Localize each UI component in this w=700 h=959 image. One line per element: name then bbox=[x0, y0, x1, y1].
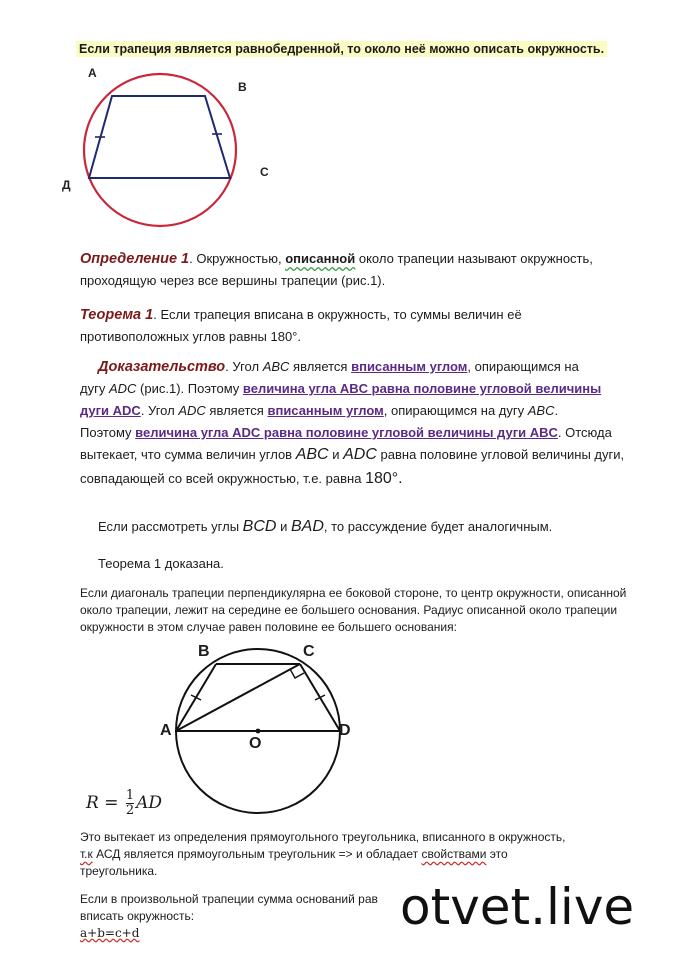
proof-text: , опирающимся на bbox=[467, 359, 579, 374]
theorem-line2: противоположных углов равны 180°. bbox=[80, 329, 301, 344]
analog-text: , то рассуждение будет аналогичным. bbox=[323, 519, 553, 534]
link-angle-adc-half[interactable]: величина угла ADC равна половине угловой величины дуги ABC bbox=[135, 425, 558, 440]
definition-post: около трапеции называют окружность, bbox=[358, 251, 593, 266]
figure1-label-c: С bbox=[260, 165, 269, 179]
proof-line1 bbox=[80, 356, 680, 378]
figure1-label-a: А bbox=[88, 66, 97, 80]
proof-math: ABC bbox=[527, 403, 555, 418]
proof-text: дугу bbox=[80, 381, 106, 396]
proof-text: является bbox=[293, 359, 348, 374]
figure1-label-d: Д bbox=[62, 178, 71, 192]
link-inscribed-angle-1[interactable]: вписанным углом bbox=[351, 359, 468, 374]
proof-line3 bbox=[80, 400, 680, 422]
paragraph-line: вписать окружность: bbox=[80, 909, 195, 923]
proof-text: совпадающей со всей окружностью, т.е. равна bbox=[80, 471, 362, 486]
definition-bold-word: описанной bbox=[285, 251, 356, 266]
paragraph-line bbox=[80, 846, 695, 863]
radius-formula bbox=[86, 789, 162, 818]
analog-text: Если рассмотреть углы bbox=[98, 519, 240, 534]
paragraph-line: Если диагональ трапеции перпендикулярна ее боковой стороне, то центр окружности, описанной bbox=[80, 586, 627, 600]
figure1-label-b: В bbox=[238, 80, 247, 94]
figure2-label-c: C bbox=[303, 643, 315, 660]
analog-text: и bbox=[280, 519, 288, 534]
paragraph-misspelled: свойствами bbox=[421, 847, 487, 861]
proof-text: вытекает, что сумма величин углов bbox=[80, 447, 293, 462]
definition-title: Определение 1 bbox=[80, 251, 190, 267]
proof-line2 bbox=[80, 378, 680, 400]
formula-rhs: AD bbox=[136, 793, 163, 813]
link-angle-abc-half[interactable]: величина угла ABC равна половине угловой величины bbox=[242, 381, 602, 396]
figure2-label-d: D bbox=[339, 722, 351, 739]
proof-line5 bbox=[80, 444, 680, 466]
proof-block bbox=[80, 356, 680, 490]
analog-line bbox=[98, 516, 688, 537]
proof-line4 bbox=[80, 422, 680, 444]
figure2-diagram bbox=[150, 638, 370, 818]
figure2-right-angle-mark bbox=[290, 669, 304, 678]
paragraph-equation: a+b=c+d bbox=[80, 926, 140, 940]
proof-math: ABC bbox=[262, 359, 290, 374]
proof-text: . Угол bbox=[140, 403, 175, 418]
proof-text: равна половине угловой величины дуги, bbox=[380, 447, 625, 462]
figure2-center-dot bbox=[256, 729, 261, 734]
paragraph-line: около трапеции, лежит на середине ее большего основания. Радиус описанной около трапеции bbox=[80, 603, 618, 617]
figure2-label-o: O bbox=[249, 735, 262, 752]
theorem-proved: Теорема 1 доказана. bbox=[98, 556, 224, 571]
definition-pre: . Окружностью, bbox=[189, 251, 282, 266]
paragraph-line: треугольника. bbox=[80, 864, 158, 878]
figure1-trapezoid bbox=[89, 96, 230, 178]
proof-text: Поэтому bbox=[80, 425, 132, 440]
statement-header bbox=[76, 40, 607, 58]
proof-degree: 180°. bbox=[365, 470, 403, 487]
figure2-label-b: B bbox=[198, 643, 210, 660]
proof-text: . Угол bbox=[225, 359, 260, 374]
paragraph-text: это bbox=[489, 847, 508, 861]
proof-text: , опирающимся на дугу bbox=[383, 403, 525, 418]
theorem-line1 bbox=[80, 304, 680, 326]
link-inscribed-angle-2[interactable]: вписанным углом bbox=[267, 403, 384, 418]
paragraph-text: АСД является прямоугольным треугольник => и обладает bbox=[96, 847, 419, 861]
definition-line2: проходящую через все вершины трапеции (рис.1). bbox=[80, 273, 386, 288]
analog-math: BAD bbox=[290, 518, 324, 535]
paragraph-explanation bbox=[80, 829, 695, 880]
formula-fraction bbox=[126, 789, 134, 818]
analog-math: BCD bbox=[242, 518, 277, 535]
proof-math: ADC bbox=[343, 446, 377, 463]
proof-text: и bbox=[332, 447, 340, 462]
proof-text: является bbox=[209, 403, 264, 418]
theorem-block bbox=[80, 304, 680, 347]
proof-math: ADC bbox=[178, 403, 206, 418]
formula-numerator: 1 bbox=[125, 788, 135, 803]
paragraph-line: Если в произвольной трапеции сумма оснований рав bbox=[80, 892, 378, 906]
figure2-label-a: A bbox=[160, 722, 172, 739]
paragraph-line: Это вытекает из определения прямоугольного треугольника, вписанного в окружность, bbox=[80, 830, 566, 844]
paragraph-misspelled: т.к bbox=[80, 847, 93, 861]
link-arc-adc[interactable]: дуги ADC bbox=[80, 403, 141, 418]
definition-line1 bbox=[80, 248, 680, 270]
definition-block bbox=[80, 248, 680, 291]
statement-text: Если трапеция является равнобедренной, то около неё можно описать окружность. bbox=[76, 41, 607, 57]
figure1-diagram bbox=[70, 70, 250, 235]
proof-text: . bbox=[554, 403, 559, 418]
proof-line6 bbox=[80, 468, 680, 490]
proof-title: Доказательство bbox=[98, 359, 226, 375]
proof-text: (рис.1). Поэтому bbox=[140, 381, 240, 396]
paragraph-line: окружности в этом случае равен половине ее большего основания: bbox=[80, 620, 457, 634]
proof-math: ABC bbox=[295, 446, 329, 463]
formula-denominator: 2 bbox=[125, 803, 135, 818]
proof-math: ADC bbox=[108, 381, 137, 396]
watermark-logo: otvet.live bbox=[392, 878, 642, 936]
proof-text: . Отсюда bbox=[557, 425, 612, 440]
theorem-title: Теорема 1 bbox=[80, 307, 154, 323]
formula-lhs: R = bbox=[86, 793, 119, 813]
theorem-text1: . Если трапеция вписана в окружность, то суммы величин её bbox=[153, 307, 522, 322]
paragraph-diagonal bbox=[80, 585, 695, 636]
